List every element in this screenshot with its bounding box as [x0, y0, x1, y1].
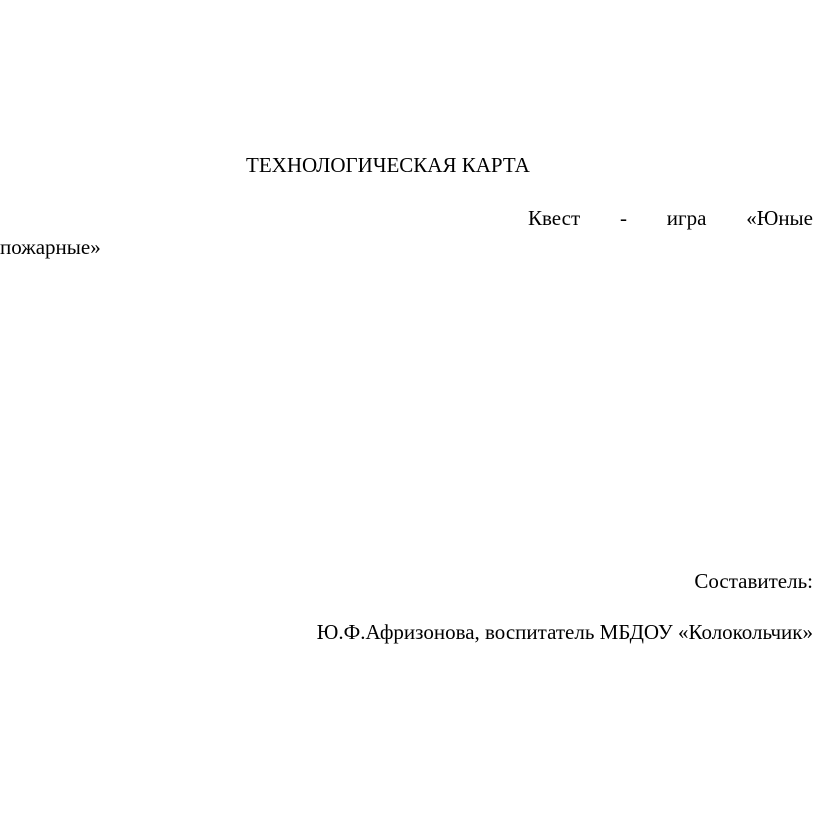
- author-label: Составитель:: [694, 569, 813, 593]
- document-title: ТЕХНОЛОГИЧЕСКАЯ КАРТА: [246, 153, 530, 177]
- subtitle-line-2: пожарные»: [0, 235, 101, 259]
- subtitle-word-young: «Юные: [746, 206, 813, 230]
- author-name: Ю.Ф.Афризонова, воспитатель МБДОУ «Колокольчик»: [316, 620, 813, 644]
- subtitle-dash: -: [619, 206, 627, 230]
- subtitle-word-game: игра: [666, 206, 707, 230]
- subtitle-line-1: [528, 206, 813, 231]
- subtitle-word-quest: Квест: [528, 206, 581, 230]
